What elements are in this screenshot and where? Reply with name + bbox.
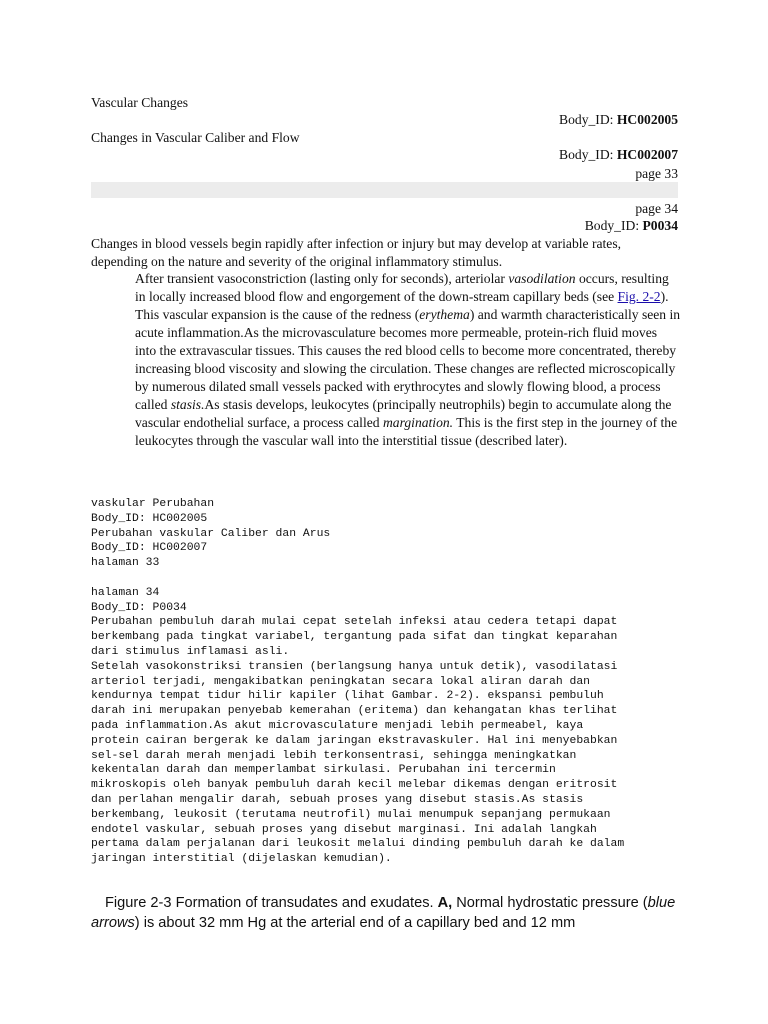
term-stasis: stasis.: [170, 397, 205, 412]
body-id-value: P0034: [642, 218, 678, 233]
body-id-label: Body_ID:: [584, 218, 643, 233]
figure-caption: [91, 893, 691, 933]
caption-term-blue-arrows: blue arrows: [91, 895, 676, 931]
body-id-line-3: [585, 218, 678, 234]
page-break-bar: [91, 182, 678, 198]
translation-text-block: vaskular Perubahan Body_ID: HC002005 Perubahan vaskular Caliber dan Arus Body_ID: HC002007 halaman 33 halaman 34 Body_ID: P0034 Perubahan pembuluh darah mulai cepat setelah infeksi atau cedera tetapi dapat berkembang pada tingkat variabel, tergantung pada sifat dan tingkat keparahan dari stimulus inflamasi asli. Setelah vasokonstriksi transien (berlangsung hanya untuk detik), vasodilatasi arteriol terjadi, mengakibatkan peningkatan secara lokal aliran darah dan kendurnya tempat tidur hilir kapiler (lihat Gambar. 2-2). ekspansi pembuluh darah ini merupakan penyebab kemerahan (eritema) dan kehangatan khas terlihat pada inflammation.As akut microvasculature menjadi lebih permeabel, kaya protein cairan bergerak ke dalam jaringan ekstravaskuler. Hal ini menyebabkan sel-sel darah merah menjadi lebih terkonsentrasi, sehingga meningkatkan kekentalan darah dan memperlambat sirkulasi. Perubahan ini tercermin mikroskopis oleh banyak pembuluh darah kecil melebar dikemas dengan eritrosit dan perlahan mengalir darah, sebuah proses yang disebut stasis.As stasis berkembang, leukosit (terutama neutrofil) mulai menumpuk sepanjang permukaan endotel vaskular, sebuah proses yang disebut marginasi. Ini adalah langkah pertama dalam perjalanan dari leukosit melalui dinding pembuluh darah ke dalam jaringan interstitial (dijelaskan kemudian).: [91, 498, 625, 866]
paragraph-text: ) and warmth characteristically seen in acute inflammation.As the microvasculature becomes more permeable, protein-rich fluid moves into the extravascular tissues. This causes the red blood cells to become more concentrated, thereby increasing blood viscosity and slowing the circulation. These changes are reflected microscopically by numerous dilated small vessels packed with erythrocytes and slowly flowing blood, a process called: [135, 307, 681, 412]
figure-link[interactable]: Fig. 2-2: [617, 289, 661, 304]
subsection-title-caliber-flow: Changes in Vascular Caliber and Flow: [91, 130, 300, 145]
body-id-value: HC002007: [616, 147, 678, 162]
paragraph-text: After transient vasoconstriction (lasting only for seconds), arteriolar: [135, 271, 509, 286]
page-number-33: page 33: [635, 166, 678, 181]
body-paragraph: [135, 270, 681, 450]
paragraph-text: occurs, resulting in locally increased blood flow and engorgement of the down-stream capillary beds (see: [135, 271, 669, 304]
term-margination: margination.: [382, 415, 454, 430]
caption-text: Normal hydrostatic pressure (: [452, 895, 648, 911]
body-id-line-1: [559, 112, 678, 128]
term-erythema: erythema: [419, 307, 470, 322]
caption-text: ) is about 32 mm Hg at the arterial end of a capillary bed and 12 mm: [134, 915, 576, 931]
page-number-34: page 34: [635, 201, 678, 216]
body-id-label: Body_ID:: [559, 112, 617, 127]
body-id-label: Body_ID:: [559, 147, 617, 162]
section-title-vascular-changes: Vascular Changes: [91, 95, 189, 110]
body-id-value: HC002005: [616, 112, 678, 127]
intro-paragraph: Changes in blood vessels begin rapidly after infection or injury but may develop at variable rates, depending on the nature and severity of the original inflammatory stimulus.: [91, 236, 622, 269]
term-vasodilation: vasodilation: [508, 271, 576, 286]
paragraph-text: This is the first step in the journey of the leukocytes through the vascular wall into the interstitial tissue (described later).: [135, 415, 678, 448]
paragraph-text: ). This vascular expansion is the cause of the redness (: [135, 289, 669, 322]
paragraph-text: As stasis develops, leukocytes (principally neutrophils) begin to accumulate along the vascular endothelial surface, a process called: [135, 397, 672, 430]
body-id-line-2: [559, 147, 678, 163]
caption-panel-label: A,: [437, 895, 453, 911]
caption-text: Figure 2-3 Formation of transudates and exudates.: [105, 895, 438, 911]
